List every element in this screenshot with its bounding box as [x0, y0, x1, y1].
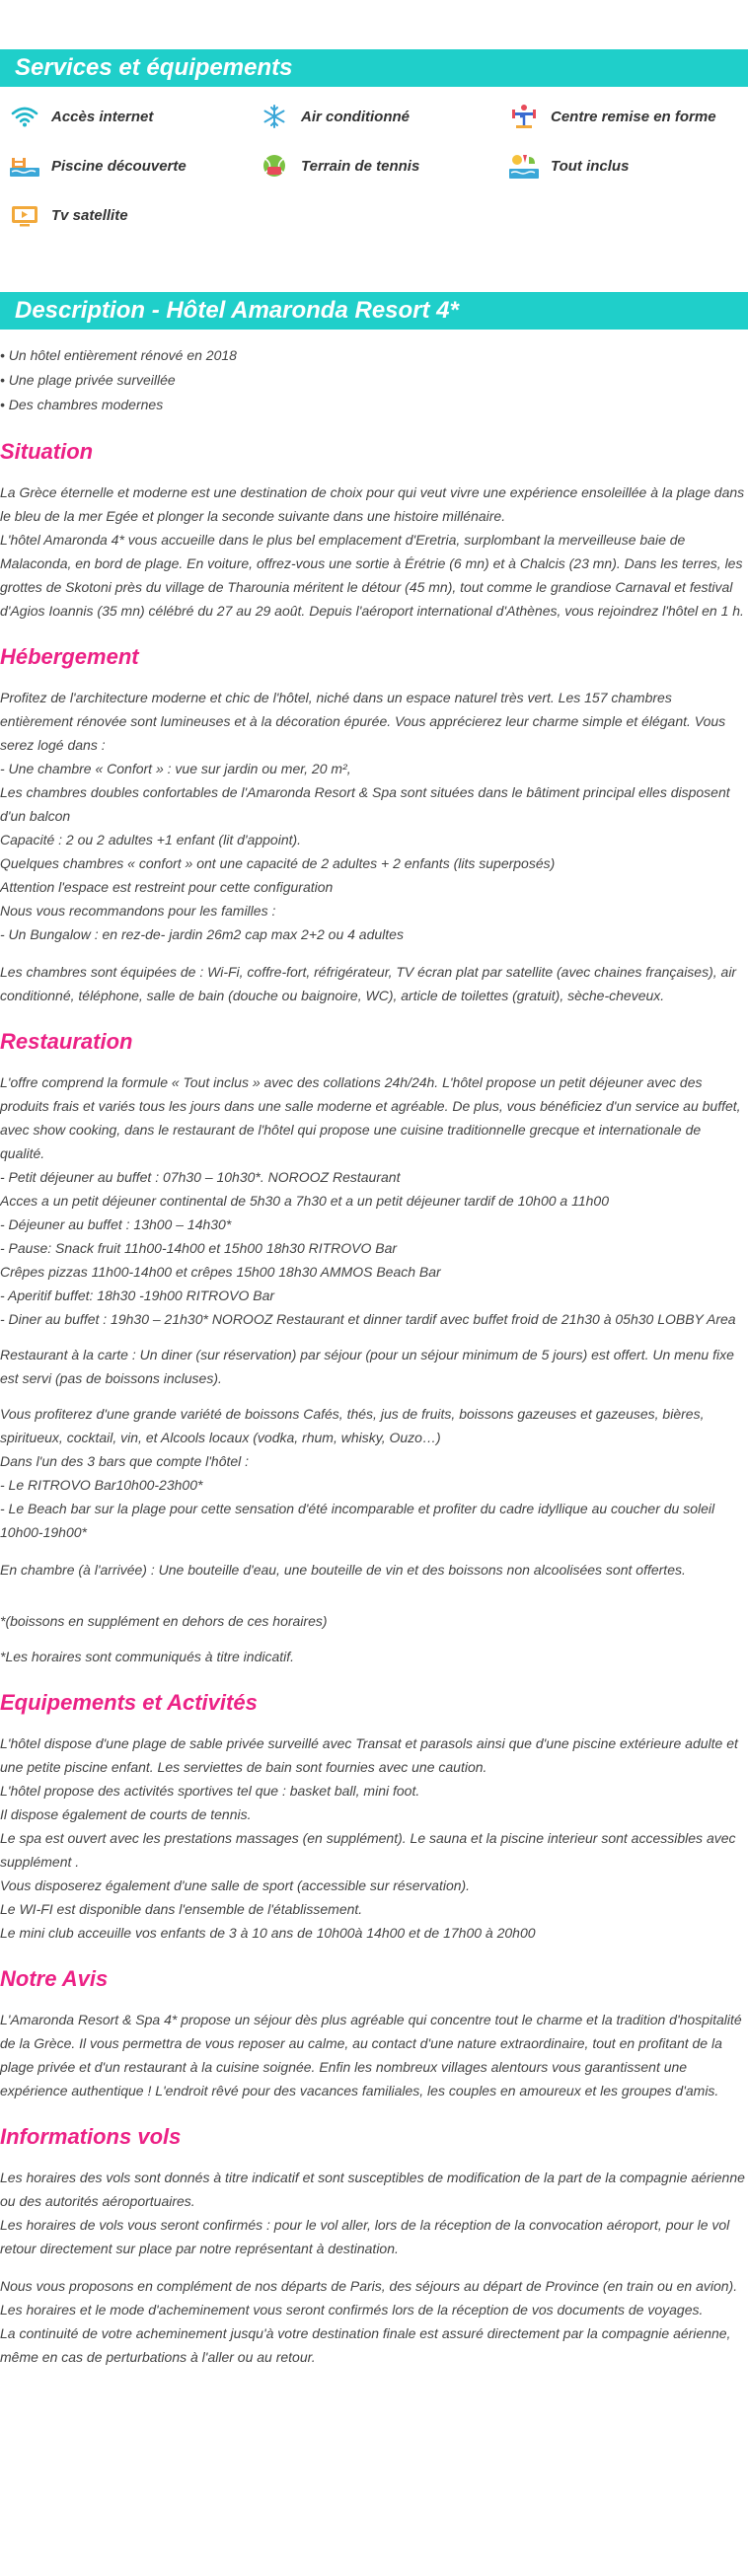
amenity-tv: [10, 203, 260, 227]
amenity-label: Piscine découverte: [51, 157, 187, 175]
amenity-label: Accès internet: [51, 108, 154, 125]
hebergement-equipment-text: Les chambres sont équipées de : Wi-Fi, coffre-fort, réfrigérateur, TV écran plat par satellite (avec chaines françaises), air conditionné, téléphone, salle de bain (douche ou baignoire, WC), article de toilettes (gratuit), sèche-cheveux.: [0, 964, 737, 1003]
description-title-bar: [0, 292, 748, 330]
avis-text: L'Amaronda Resort & Spa 4* propose un séjour dès plus agréable qui concentre tout le charme et la tradition d'hospitalité de la Grèce. Il vous permettra de vous reposer au calme, au contact d'une nature extraordinaire, tout en profitant de la plage privée et d'un restaurant à la cuisine soignée. Enfin les nombreux villages alentours vous garantissent une expérience authentique ! L'endroit rêvé pour des vacances familiales, les couples en amoureux et les groupes d'amis.: [0, 2012, 742, 2098]
restauration-note-1: *(boissons en supplément en dehors de ces horaires): [0, 1613, 328, 1629]
list-item: • Des chambres modernes: [0, 397, 164, 412]
list-item: • Une plage privée surveillée: [0, 372, 176, 388]
amenity-fitness: [509, 105, 748, 128]
restauration-carte-text: Restaurant à la carte : Un diner (sur réservation) par séjour (pour un séjour minimum de 5 jours) est offert. Un menu fixe est servi (pas de boissons incluses).: [0, 1347, 734, 1386]
services-title-bar: [0, 49, 748, 87]
situation-heading: Situation: [0, 439, 94, 464]
situation-text: La Grèce éternelle et moderne est une destination de choix pour qui veut vivre une expérience ensoleillée à la plage dans le bleu de la mer Egée et plonger la seconde suivante dans une histoire millénaire. L'hôtel Amaronda 4* vous accueille dans le plus bel emplacement d'Eretria, surplombant la merveilleuse baie de Malaconda, en bord de plage. En voiture, offrez-vous une sortie à Érétrie (6 mn) et à Chalcis (23 mn). Dans les terres, les grottes de Skotoni près du village de Tharounia méritent le détour (45 mn), tout comme le grandiose Carnaval et festival d'Agios Ioannis (35 mn) célébré du 27 au 29 août. Depuis l'aéroport international d'Athènes, vous rejoindrez l'hôtel en 1 h.: [0, 484, 745, 619]
equipements-text: L'hôtel dispose d'une plage de sable privée surveillé avec Transat et parasols ainsi que d'une piscine extérieure adulte et une petite piscine enfant. Les serviettes de bain sont fournies avec une caution. L'hôtel propose des activités sportives tel que : basket ball, mini foot. Il dispose également de courts de tennis. Le spa est ouvert avec les prestations massages (en supplément). Le sauna et la piscine interieur sont accessibles avec supplément . Vous disposerez également d'une salle de sport (accessible sur réservation). Le WI-FI est disponible dans l'ensemble de l'établissement. Le mini club acceuille vos enfants de 3 à 10 ans de 10h00à 14h00 et de 17h00 à 20h00: [0, 1735, 738, 1941]
hebergement-text: Profitez de l'architecture moderne et chic de l'hôtel, niché dans un espace naturel très vert. Les 157 chambres entièrement rénovée sont lumineuses et à la décoration épurée. Vous apprécierez leur charme simple et élégant. Vous serez logé dans : - Une chambre « Confort » : vue sur jardin ou mer, 20 m², Les chambres doubles confortables de l'Amaronda Resort & Spa sont situées dans le bâtiment principal elles disposent d'un balcon Capacité : 2 ou 2 adultes +1 enfant (lit d'appoint). Quelques chambres « confort » ont une capacité de 2 adultes + 2 enfants (lits superposés) Attention l'espace est restreint pour cette configuration Nous vous recommandons pour les familles : - Un Bungalow : en rez-de- jardin 26m2 cap max 2+2 ou 4 adultes: [0, 690, 730, 942]
restauration-heading: Restauration: [0, 1029, 133, 1054]
amenity-label: Centre remise en forme: [551, 108, 716, 125]
restauration-note-2: *Les horaires sont communiqués à titre indicatif.: [0, 1649, 295, 1664]
snowflake-icon: [260, 105, 289, 128]
avis-heading: Notre Avis: [0, 1966, 109, 1991]
equipements-heading: Equipements et Activités: [0, 1690, 258, 1715]
amenity-tennis: [260, 154, 509, 178]
amenity-pool: [10, 154, 260, 178]
page: [0, 49, 748, 2369]
description-title: Description - Hôtel Amaronda Resort 4*: [15, 297, 459, 324]
tv-icon: [10, 203, 39, 227]
hebergement-heading: Hébergement: [0, 644, 139, 669]
all-inclusive-icon: [509, 154, 539, 178]
services-title: Services et équipements: [15, 54, 293, 81]
fitness-icon: [509, 105, 539, 128]
tennis-icon: [260, 154, 289, 178]
amenity-aircon: [260, 105, 509, 128]
list-item: • Un hôtel entièrement rénové en 2018: [0, 347, 237, 363]
vols-heading: Informations vols: [0, 2124, 182, 2149]
amenities-grid: [0, 87, 748, 227]
vols-text-2: Nous vous proposons en complément de nos départs de Paris, des séjours au départ de Province (en train ou en avion). Les horaires et le mode d'acheminement vous seront confirmés lors de la réception de vos documents de voyages. La continuité de votre acheminement jusqu'à votre destination finale est assuré directement par la compagnie aérienne, même en cas de perturbations à l'aller ou au retour.: [0, 2278, 738, 2365]
description-bullets: [0, 330, 748, 417]
restauration-boissons-text: Vous profiterez d'une grande variété de boissons Cafés, thés, jus de fruits, boissons gazeuses et gazeuses, bières, spiritueux, cocktail, vin, et Alcools locaux (vodka, rhum, whisky, Ouzo…) Dans l'un des 3 bars que compte l'hôtel : - Le RITROVO Bar10h00-23h00* - Le Beach bar sur la plage pour cette sensation d'été incomparable et profiter du cadre idyllique au coucher du soleil 10h00-19h00*: [0, 1406, 715, 1540]
amenity-label: Tout inclus: [551, 157, 630, 175]
amenity-label: Terrain de tennis: [301, 157, 420, 175]
amenity-label: Air conditionné: [301, 108, 410, 125]
wifi-icon: [10, 105, 39, 128]
amenity-internet: [10, 105, 260, 128]
amenity-label: Tv satellite: [51, 206, 128, 224]
restauration-chambre-text: En chambre (à l'arrivée) : Une bouteille d'eau, une bouteille de vin et des boissons non alcoolisées sont offertes.: [0, 1562, 686, 1578]
amenity-all-inclusive: [509, 154, 748, 178]
pool-icon: [10, 154, 39, 178]
restauration-text: L'offre comprend la formule « Tout inclus » avec des collations 24h/24h. L'hôtel propose un petit déjeuner avec des produits frais et variés tous les jours dans une salle moderne et agréable. De plus, vous bénéficiez d'un service au buffet, avec show cooking, dans le restaurant de l'hôtel qui propose une cuisine traditionnelle grecque et internationale de qualité. - Petit déjeuner au buffet : 07h30 – 10h30*. NOROOZ Restaurant Acces a un petit déjeuner continental de 5h30 a 7h30 et a un petit déjeuner tardif de 10h00 a 11h00 - Déjeuner au buffet : 13h00 – 14h30* - Pause: Snack fruit 11h00-14h00 et 15h00 18h30 RITROVO Bar Crêpes pizzas 11h00-14h00 et crêpes 15h00 18h30 AMMOS Beach Bar - Aperitif buffet: 18h30 -19h00 RITROVO Bar - Diner au buffet : 19h30 – 21h30* NOROOZ Restaurant et dinner tardif avec buffet froid de 21h30 à 05h30 LOBBY Area: [0, 1074, 741, 1327]
vols-text-1: Les horaires des vols sont donnés à titre indicatif et sont susceptibles de modification de la part de la compagnie aérienne ou des autorités aéroportuaires. Les horaires de vols vous seront confirmés : pour le vol aller, lors de la réception de la convocation aéroport, pour le vol retour directement sur place par notre représentant à destination.: [0, 2170, 745, 2256]
